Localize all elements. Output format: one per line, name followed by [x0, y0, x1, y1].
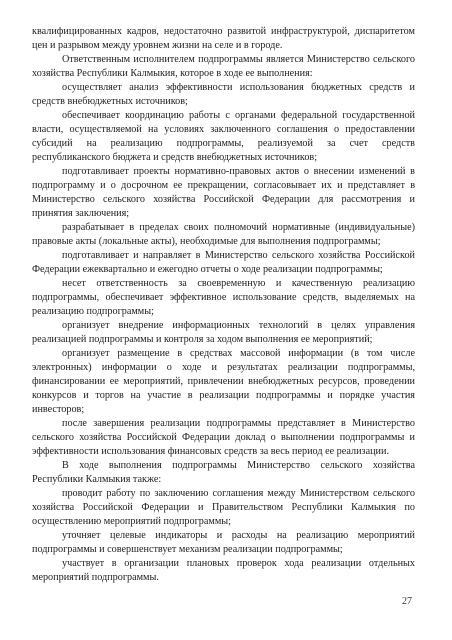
paragraph-coordination: обеспечивает координацию работы с органами федеральной государственной власти, осуществляемой на условиях заключенного соглашения о предоставлении субсидий на реализацию подпрограммы, реализуемой за счет средств республиканского бюджета и средств внебюджетных источников;: [32, 110, 415, 163]
paragraph-also-intro: В ходе выполнения подпрограммы Министерство сельского хозяйства Республики Калмыкия также:: [32, 460, 415, 485]
page-number: 27: [402, 596, 412, 607]
paragraph-indicators: уточняет целевые индикаторы и расходы на реализацию мероприятий подпрограммы и совершенствует механизм реализации подпрограммы;: [32, 530, 415, 555]
paragraph-develops-acts: разрабатывает в пределах своих полномочий нормативные (индивидуальные) правовые акты (локальные акты), необходимые для выполнения подпрограммы;: [32, 222, 415, 247]
paragraph-responsibility: несет ответственность за своевременную и качественную реализацию подпрограммы, обеспечивает эффективное использование средств, выделяемых на реализацию подпрограммы;: [32, 278, 415, 317]
paragraph-reports: подготавливает и направляет в Министерство сельского хозяйства Российской Федерации ежеквартально и ежегодно отчеты о ходе реализации подпрограммы;: [32, 250, 415, 275]
paragraph-info-technologies: организует внедрение информационных технологий в целях управления реализацией подпрограммы и контроля за ходом выполнения ее мероприятий;: [32, 320, 415, 345]
paragraph-inspections: участвует в организации плановых проверок хода реализации отдельных мероприятий подпрограммы.: [32, 558, 415, 583]
body-text: [32, 25, 415, 585]
paragraph-final-report: после завершения реализации подпрограммы представляет в Министерство сельского хозяйства Российской Федерации доклад о выполнении подпрограммы и эффективности использования финансовых средств за весь период ее реализации.: [32, 418, 415, 457]
paragraph-agreement: проводит работу по заключению соглашения между Министерством сельского хозяйства Российской Федерации и Правительством Республики Калмыкия по осуществлению мероприятий подпрограммы;: [32, 488, 415, 527]
paragraph-analysis: осуществляет анализ эффективности использования бюджетных средств и средств внебюджетных источников;: [32, 82, 415, 107]
paragraph-mass-media: организует размещение в средствах массовой информации (в том числе электронных) информации о ходе и результатах реализации подпрограммы, финансировании ее мероприятий, привлечении внебюджетных ресурсов, проведении конкурсов и торгов на участие в реализации подпрограммы и порядке участия инвесторов;: [32, 348, 415, 415]
paragraph-continuation: квалифицированных кадров, недостаточно развитой инфраструктурой, диспаритетом цен и разрывом между уровнем жизни на селе и в городе.: [32, 26, 415, 51]
paragraph-responsible-executor: Ответственным исполнителем подпрограммы является Министерство сельского хозяйства Республики Калмыкия, которое в ходе ее выполнения:: [32, 54, 415, 79]
paragraph-draft-acts: подготавливает проекты нормативно-правовых актов о внесении изменений в подпрограмму и о досрочном ее прекращении, согласовывает их и представляет в Министерство сельского хозяйства Российской Федерации для рассмотрения и принятия заключения;: [32, 166, 415, 219]
